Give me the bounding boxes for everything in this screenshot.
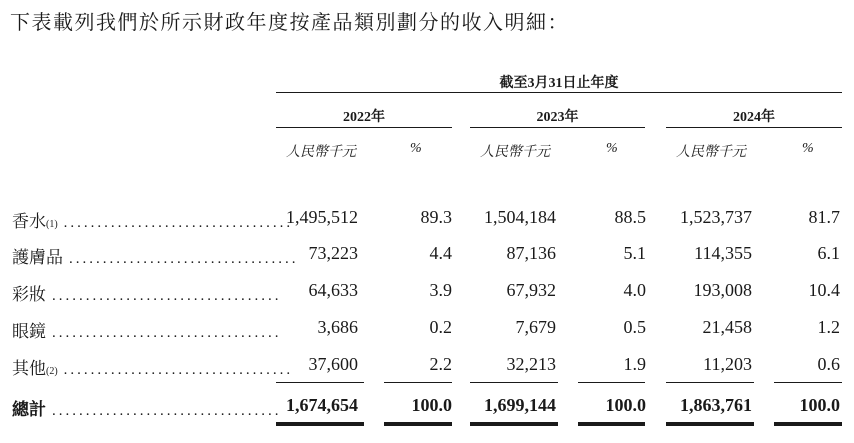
total-double-rule-2024-amount bbox=[666, 422, 754, 426]
footnote-marker: (2) bbox=[46, 366, 58, 377]
year-header-2022: 2022年 bbox=[343, 110, 385, 125]
cell-2022-pct: 2.2 bbox=[429, 354, 452, 374]
total-2023-amount: 1,699,144 bbox=[484, 395, 556, 415]
unit-pct-2023: % bbox=[606, 141, 618, 156]
cell-2024-pct: 0.6 bbox=[817, 354, 840, 374]
leader-dots: .................................. bbox=[69, 251, 299, 267]
total-double-rule-2022-pct bbox=[384, 422, 452, 426]
cell-2023-pct: 4.0 bbox=[623, 280, 646, 300]
leader-dots: .................................. bbox=[52, 325, 282, 341]
row-label-skincare bbox=[12, 243, 299, 269]
cell-2023-amount: 87,136 bbox=[506, 243, 556, 263]
intro-text: 下表載列我們於所示財政年度按產品類別劃分的收入明細： bbox=[10, 10, 569, 34]
total-2023-pct: 100.0 bbox=[605, 395, 646, 415]
subtotal-rule-2023-pct bbox=[578, 382, 645, 383]
cell-2024-pct: 1.2 bbox=[817, 317, 840, 337]
row-label-others bbox=[12, 354, 294, 380]
cell-2022-pct: 4.4 bbox=[429, 243, 452, 263]
subtotal-rule-2024-amount bbox=[666, 382, 754, 383]
year-rule-2023 bbox=[470, 127, 645, 128]
unit-amount-2024: 人民幣千元 bbox=[676, 145, 746, 160]
unit-amount-2023: 人民幣千元 bbox=[480, 145, 550, 160]
row-label-makeup bbox=[12, 280, 282, 306]
cell-2023-amount: 67,932 bbox=[506, 280, 556, 300]
cell-2022-amount: 73,223 bbox=[308, 243, 358, 263]
year-header-2024: 2024年 bbox=[733, 110, 775, 125]
cell-2024-pct: 81.7 bbox=[808, 207, 840, 227]
cell-2023-pct: 1.9 bbox=[623, 354, 646, 374]
leader-dots: .................................. bbox=[52, 403, 282, 419]
row-label-text: 彩妝 bbox=[12, 285, 46, 305]
row-label-text: 眼鏡 bbox=[12, 322, 46, 342]
unit-pct-2022: % bbox=[410, 141, 422, 156]
cell-2024-amount: 1,523,737 bbox=[680, 207, 752, 227]
subtotal-rule-2024-pct bbox=[774, 382, 842, 383]
unit-pct-2024: % bbox=[802, 141, 814, 156]
cell-2023-amount: 32,213 bbox=[506, 354, 556, 374]
cell-2024-amount: 21,458 bbox=[702, 317, 752, 337]
cell-2023-pct: 5.1 bbox=[623, 243, 646, 263]
period-rule bbox=[276, 92, 842, 93]
cell-2024-amount: 193,008 bbox=[693, 280, 752, 300]
leader-dots: .................................. bbox=[52, 288, 282, 304]
cell-2022-amount: 1,495,512 bbox=[286, 207, 358, 227]
period-header: 截至3月31日止年度 bbox=[499, 76, 619, 91]
row-label-text: 總計 bbox=[12, 400, 46, 420]
row-label-eyewear bbox=[12, 317, 282, 343]
cell-2023-amount: 7,679 bbox=[515, 317, 556, 337]
cell-2022-pct: 0.2 bbox=[429, 317, 452, 337]
row-label-text: 香水 bbox=[12, 212, 46, 232]
total-2024-amount: 1,863,761 bbox=[680, 395, 752, 415]
cell-2023-pct: 88.5 bbox=[614, 207, 646, 227]
cell-2022-amount: 3,686 bbox=[317, 317, 358, 337]
cell-2024-amount: 114,355 bbox=[694, 243, 752, 263]
year-rule-2022 bbox=[276, 127, 452, 128]
cell-2024-amount: 11,203 bbox=[703, 354, 752, 374]
cell-2023-amount: 1,504,184 bbox=[484, 207, 556, 227]
total-double-rule-2022-amount bbox=[276, 422, 364, 426]
cell-2022-amount: 64,633 bbox=[308, 280, 358, 300]
cell-2022-pct: 3.9 bbox=[429, 280, 452, 300]
total-2022-pct: 100.0 bbox=[411, 395, 452, 415]
unit-amount-2022: 人民幣千元 bbox=[286, 145, 356, 160]
year-rule-2024 bbox=[666, 127, 842, 128]
leader-dots: .................................. bbox=[63, 362, 294, 378]
cell-2022-amount: 37,600 bbox=[308, 354, 358, 374]
total-double-rule-2024-pct bbox=[774, 422, 842, 426]
subtotal-rule-2022-pct bbox=[384, 382, 452, 383]
subtotal-rule-2023-amount bbox=[470, 382, 558, 383]
total-2022-amount: 1,674,654 bbox=[286, 395, 358, 415]
leader-dots: .................................. bbox=[63, 215, 294, 231]
row-label-text: 其他 bbox=[12, 359, 46, 379]
row-label-total bbox=[12, 395, 282, 421]
footnote-marker: (1) bbox=[46, 219, 58, 230]
cell-2024-pct: 10.4 bbox=[808, 280, 840, 300]
year-header-2023: 2023年 bbox=[536, 110, 579, 125]
cell-2024-pct: 6.1 bbox=[817, 243, 840, 263]
cell-2023-pct: 0.5 bbox=[623, 317, 646, 337]
row-label-perfume bbox=[12, 207, 294, 233]
total-2024-pct: 100.0 bbox=[799, 395, 840, 415]
total-double-rule-2023-pct bbox=[578, 422, 645, 426]
row-label-text: 護膚品 bbox=[12, 248, 63, 268]
total-double-rule-2023-amount bbox=[470, 422, 558, 426]
cell-2022-pct: 89.3 bbox=[420, 207, 452, 227]
subtotal-rule-2022-amount bbox=[276, 382, 364, 383]
